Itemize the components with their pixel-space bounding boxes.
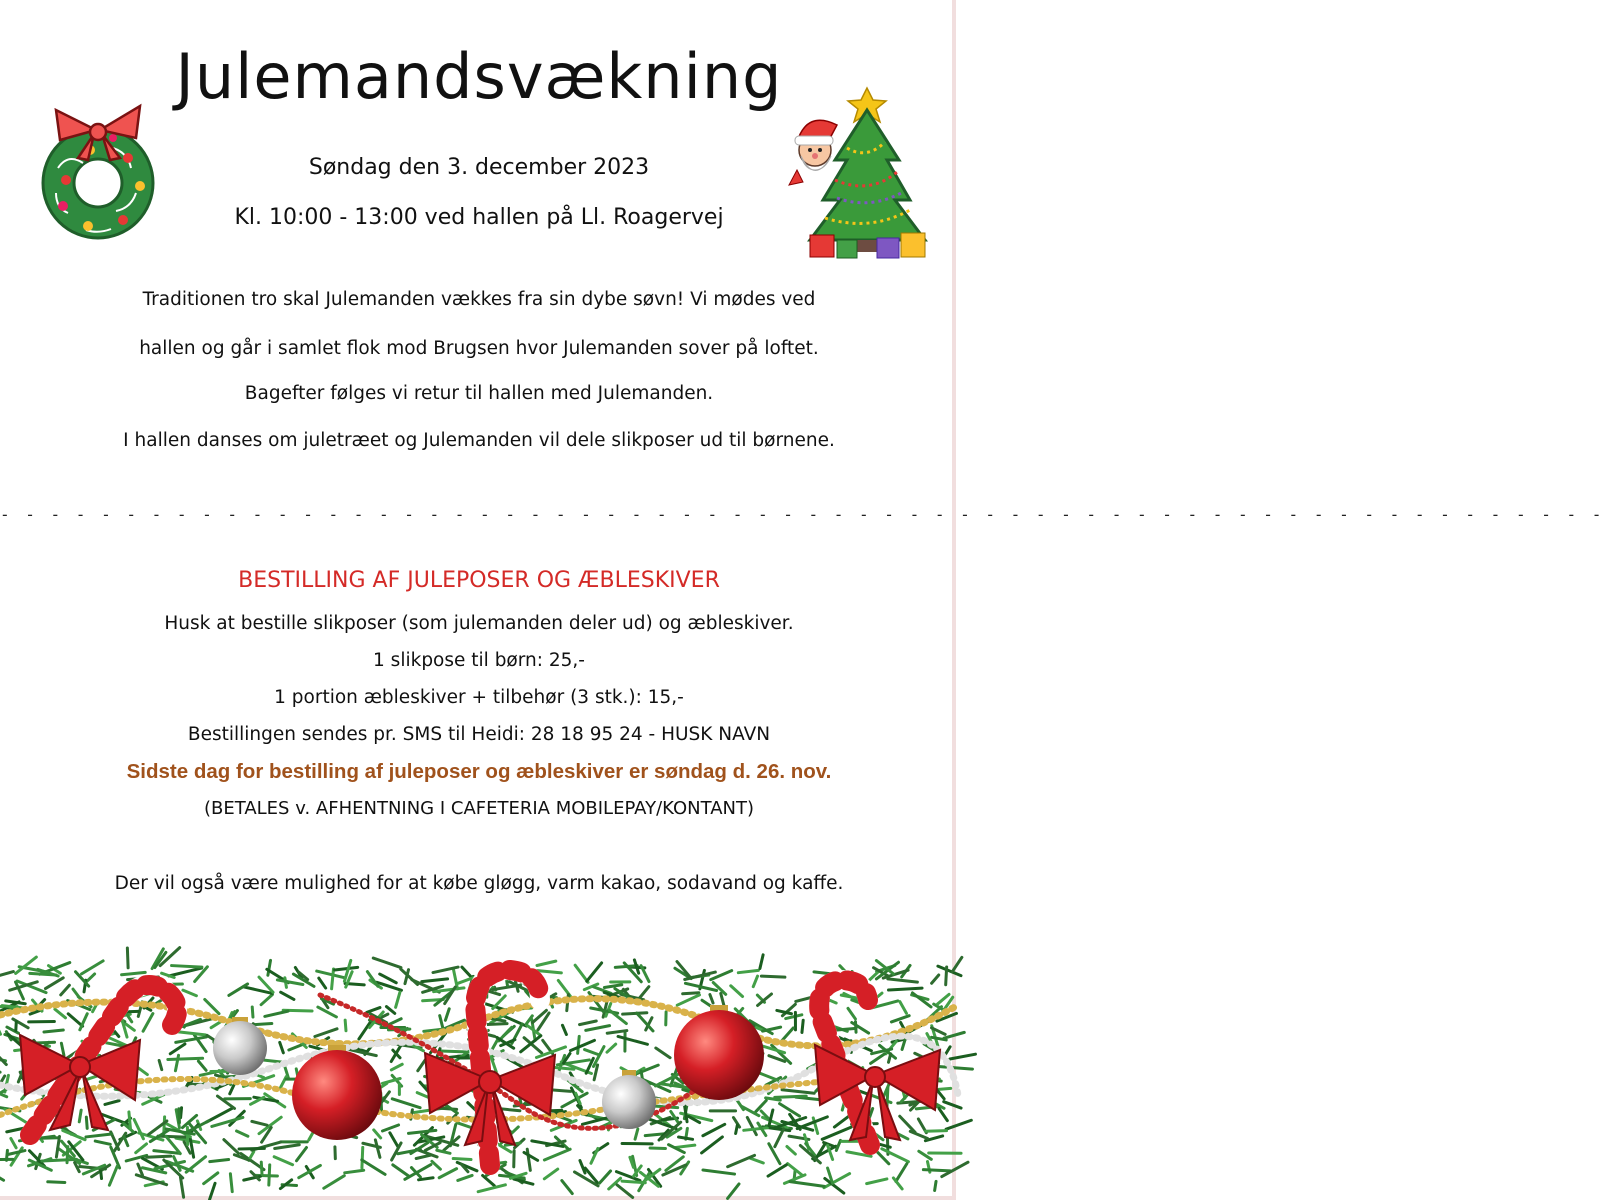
order-detail-line: Bestillingen sendes pr. SMS til Heidi: 28 18 95 24 - HUSK NAVN (187, 724, 771, 745)
order-detail-line: Husk at bestille slikposer (som julemanden deler ud) og æbleskiver. (164, 613, 794, 634)
dashed-divider: - - - - - - - - - - - - - - - - - - - - - - - - - - - - - - - - - - - - - - - - - - - - - - - - - - - - - - - - - - - - - - - - (0, 505, 1604, 524)
pine-garland-border (0, 945, 958, 1200)
intro-line: hallen og går i samlet flok mod Brugsen hvor Julemanden sover på loftet. (139, 338, 819, 359)
page-title: Julemandsvækning (175, 40, 783, 113)
intro-line: Bagefter følges vi retur til hallen med Julemanden. (244, 383, 714, 404)
payment-info: (BETALES v. AFHENTNING I CAFETERIA MOBILEPAY/KONTANT) (204, 798, 754, 819)
intro-line: Traditionen tro skal Julemanden vækkes fra sin dybe søvn! Vi mødes ved (142, 289, 816, 310)
event-date: Søndag den 3. december 2023 (308, 155, 650, 180)
order-detail-line: 1 portion æbleskiver + tilbehør (3 stk.): 15,- (274, 687, 684, 708)
order-heading: BESTILLING AF JULEPOSER OG ÆBLESKIVER (238, 568, 720, 593)
intro-line: I hallen danses om juletræet og Julemanden vil dele slikposer ud til børnene. (123, 430, 835, 451)
order-detail-line: 1 slikpose til børn: 25,- (373, 650, 585, 671)
order-deadline: Sidste dag for bestilling af juleposer og æbleskiver er søndag d. 26. nov. (126, 760, 832, 783)
extra-info: Der vil også være mulighed for at købe gløgg, varm kakao, sodavand og kaffe. (114, 873, 844, 894)
event-time-location: Kl. 10:00 - 13:00 ved hallen på Ll. Roagervej (234, 205, 724, 230)
